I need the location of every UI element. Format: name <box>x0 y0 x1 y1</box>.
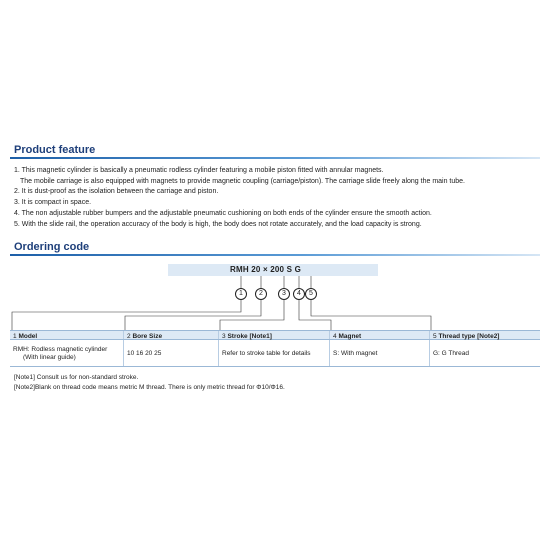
ordering-table <box>10 330 540 367</box>
feature-item: 2. It is dust-proof as the isolation between the carriage and piston. <box>14 188 219 196</box>
code-circle-4: 4 <box>293 288 305 300</box>
header-model: 1 Model <box>13 333 38 340</box>
code-circle-3: 3 <box>278 288 290 300</box>
header-stroke: 3 Stroke [Note1] <box>218 331 329 339</box>
product-feature-title: Product feature <box>14 144 96 156</box>
product-feature-divider <box>10 157 540 159</box>
cell-magnet: S: With magnet <box>329 340 429 366</box>
ordering-code-divider <box>10 254 540 256</box>
header-magnet: 4 Magnet <box>329 331 429 339</box>
feature-item: 4. The non adjustable rubber bumpers and the adjustable pneumatic cushioning on both ends of the cylinder ensure the smooth action. <box>14 209 432 217</box>
code-circle-1: 1 <box>235 288 247 300</box>
feature-list <box>14 166 534 230</box>
feature-item: 3. It is compact in space. <box>14 199 92 207</box>
table-header-row <box>10 330 540 340</box>
header-bore-size: 2 Bore Size <box>123 331 218 339</box>
header-thread-type: 5 Thread type [Note2] <box>429 331 540 339</box>
ordering-code-string: RMH 20 × 200 S G <box>230 265 302 274</box>
cell-model: RMH: Rodless magnetic cylinder (With linear guide) <box>13 346 108 361</box>
notes <box>14 373 285 393</box>
note-2: [Note2]Blank on thread code means metric M thread. There is only metric thread for Φ10/Φ16. <box>14 384 285 391</box>
note-1: [Note1] Consult us for non-standard stroke. <box>14 374 139 381</box>
feature-item: 5. With the slide rail, the operation accuracy of the body is high, the body does not rotate accurately, and the load capacity is strong. <box>14 220 422 228</box>
cell-stroke: Refer to stroke table for details <box>218 340 329 366</box>
feature-item-continuation: The mobile carriage is also equipped with magnets to provide magnetic coupling (carriage/piston). The carriage slide freely along the main tube. <box>20 177 466 185</box>
code-circle-5: 5 <box>305 288 317 300</box>
cell-thread-type: G: G Thread <box>429 340 540 366</box>
feature-item: 1. This magnetic cylinder is basically a pneumatic rodless cylinder featuring a mobile piston fitted with annular magnets. <box>14 167 384 174</box>
code-circle-2: 2 <box>255 288 267 300</box>
table-row <box>10 340 540 367</box>
cell-bore-size: 10 16 20 25 <box>123 340 218 366</box>
ordering-code-title: Ordering code <box>14 241 90 253</box>
